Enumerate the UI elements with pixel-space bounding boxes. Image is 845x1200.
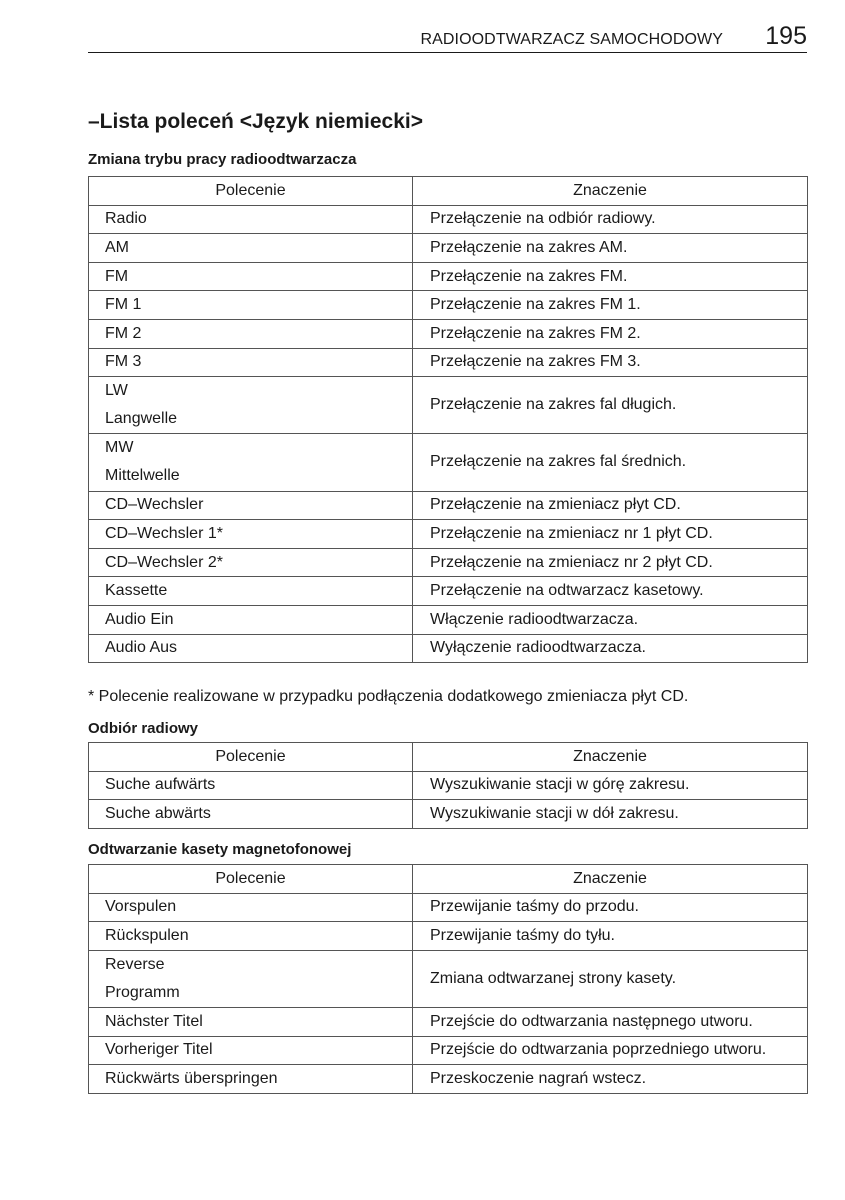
meaning-cell: Wyłączenie radioodtwarzacza. (413, 634, 808, 663)
command-cell: Programm (89, 979, 413, 1008)
meaning-cell: Przełączenie na zmieniacz nr 2 płyt CD. (413, 548, 808, 577)
table-row (89, 291, 808, 320)
command-cell: MW (89, 434, 413, 463)
command-cell: Langwelle (89, 405, 413, 434)
command-cell: FM (89, 262, 413, 291)
table-header-row (89, 743, 808, 772)
radio-command-table (88, 742, 808, 829)
table-row (89, 205, 808, 234)
meaning-cell: Przełączenie na zakres FM 2. (413, 319, 808, 348)
table-row (89, 377, 808, 406)
column-header-meaning: Znaczenie (413, 177, 808, 206)
page-number: 195 (765, 22, 807, 50)
column-header-meaning: Znaczenie (413, 743, 808, 772)
meaning-cell: Przełączenie na zakres FM. (413, 262, 808, 291)
command-cell: Mittelwelle (89, 462, 413, 491)
command-cell: Vorspulen (89, 893, 413, 922)
command-cell: Suche abwärts (89, 800, 413, 829)
command-cell: CD–Wechsler 2* (89, 548, 413, 577)
meaning-cell: Przełączenie na zmieniacz nr 1 płyt CD. (413, 520, 808, 549)
page-header (88, 22, 807, 53)
table-row (89, 893, 808, 922)
meaning-cell: Przełączenie na zakres fal średnich. (413, 434, 808, 491)
table-row (89, 520, 808, 549)
column-header-command: Polecenie (89, 177, 413, 206)
command-cell: Audio Aus (89, 634, 413, 663)
section-heading-radio: Odbiór radiowy (88, 720, 199, 737)
meaning-cell: Przełączenie na zakres FM 1. (413, 291, 808, 320)
meaning-cell: Przełączenie na zakres AM. (413, 234, 808, 263)
command-cell: Audio Ein (89, 605, 413, 634)
table-row (89, 491, 808, 520)
table-row (89, 434, 808, 463)
table-row (89, 548, 808, 577)
command-cell: FM 3 (89, 348, 413, 377)
table-row (89, 234, 808, 263)
command-cell: Nächster Titel (89, 1007, 413, 1036)
command-cell: Radio (89, 205, 413, 234)
command-cell: FM 2 (89, 319, 413, 348)
command-cell: FM 1 (89, 291, 413, 320)
meaning-cell: Zmiana odtwarzanej strony kasety. (413, 950, 808, 1007)
table-row (89, 319, 808, 348)
meaning-cell: Przełączenie na zakres FM 3. (413, 348, 808, 377)
footnote: * Polecenie realizowane w przypadku podłączenia dodatkowego zmieniacza płyt CD. (88, 688, 689, 705)
table-row (89, 922, 808, 951)
mode-command-table (88, 176, 808, 663)
table-row (89, 771, 808, 800)
meaning-cell: Przełączenie na odbiór radiowy. (413, 205, 808, 234)
cassette-command-table (88, 864, 808, 1094)
command-cell: Rückspulen (89, 922, 413, 951)
meaning-cell: Wyszukiwanie stacji w dół zakresu. (413, 800, 808, 829)
table-header-row (89, 865, 808, 894)
meaning-cell: Przełączenie na zmieniacz płyt CD. (413, 491, 808, 520)
section-heading-cassette: Odtwarzanie kasety magnetofonowej (88, 841, 352, 858)
table-row (89, 1007, 808, 1036)
table-row (89, 348, 808, 377)
column-header-meaning: Znaczenie (413, 865, 808, 894)
table-row (89, 950, 808, 979)
header-title: RADIOODTWARZACZ SAMOCHODOWY (420, 31, 723, 48)
table-row (89, 262, 808, 291)
command-cell: Vorheriger Titel (89, 1036, 413, 1065)
table-row (89, 1065, 808, 1094)
column-header-command: Polecenie (89, 743, 413, 772)
command-cell: Reverse (89, 950, 413, 979)
table-row (89, 1036, 808, 1065)
command-cell: Kassette (89, 577, 413, 606)
command-cell: Rückwärts überspringen (89, 1065, 413, 1094)
meaning-cell: Przeskoczenie nagrań wstecz. (413, 1065, 808, 1094)
meaning-cell: Przejście do odtwarzania poprzedniego utworu. (413, 1036, 808, 1065)
command-cell: Suche aufwärts (89, 771, 413, 800)
page-title: –Lista poleceń <Język niemiecki> (88, 110, 424, 133)
table-row (89, 605, 808, 634)
command-cell: AM (89, 234, 413, 263)
meaning-cell: Przełączenie na zakres fal długich. (413, 377, 808, 434)
table-row (89, 577, 808, 606)
command-cell: LW (89, 377, 413, 406)
table-header-row (89, 177, 808, 206)
meaning-cell: Przełączenie na odtwarzacz kasetowy. (413, 577, 808, 606)
meaning-cell: Przewijanie taśmy do tyłu. (413, 922, 808, 951)
meaning-cell: Przejście do odtwarzania następnego utworu. (413, 1007, 808, 1036)
table-row (89, 800, 808, 829)
column-header-command: Polecenie (89, 865, 413, 894)
table-row (89, 634, 808, 663)
section-heading-mode: Zmiana trybu pracy radioodtwarzacza (88, 151, 357, 168)
command-cell: CD–Wechsler 1* (89, 520, 413, 549)
command-cell: CD–Wechsler (89, 491, 413, 520)
meaning-cell: Włączenie radioodtwarzacza. (413, 605, 808, 634)
meaning-cell: Przewijanie taśmy do przodu. (413, 893, 808, 922)
meaning-cell: Wyszukiwanie stacji w górę zakresu. (413, 771, 808, 800)
